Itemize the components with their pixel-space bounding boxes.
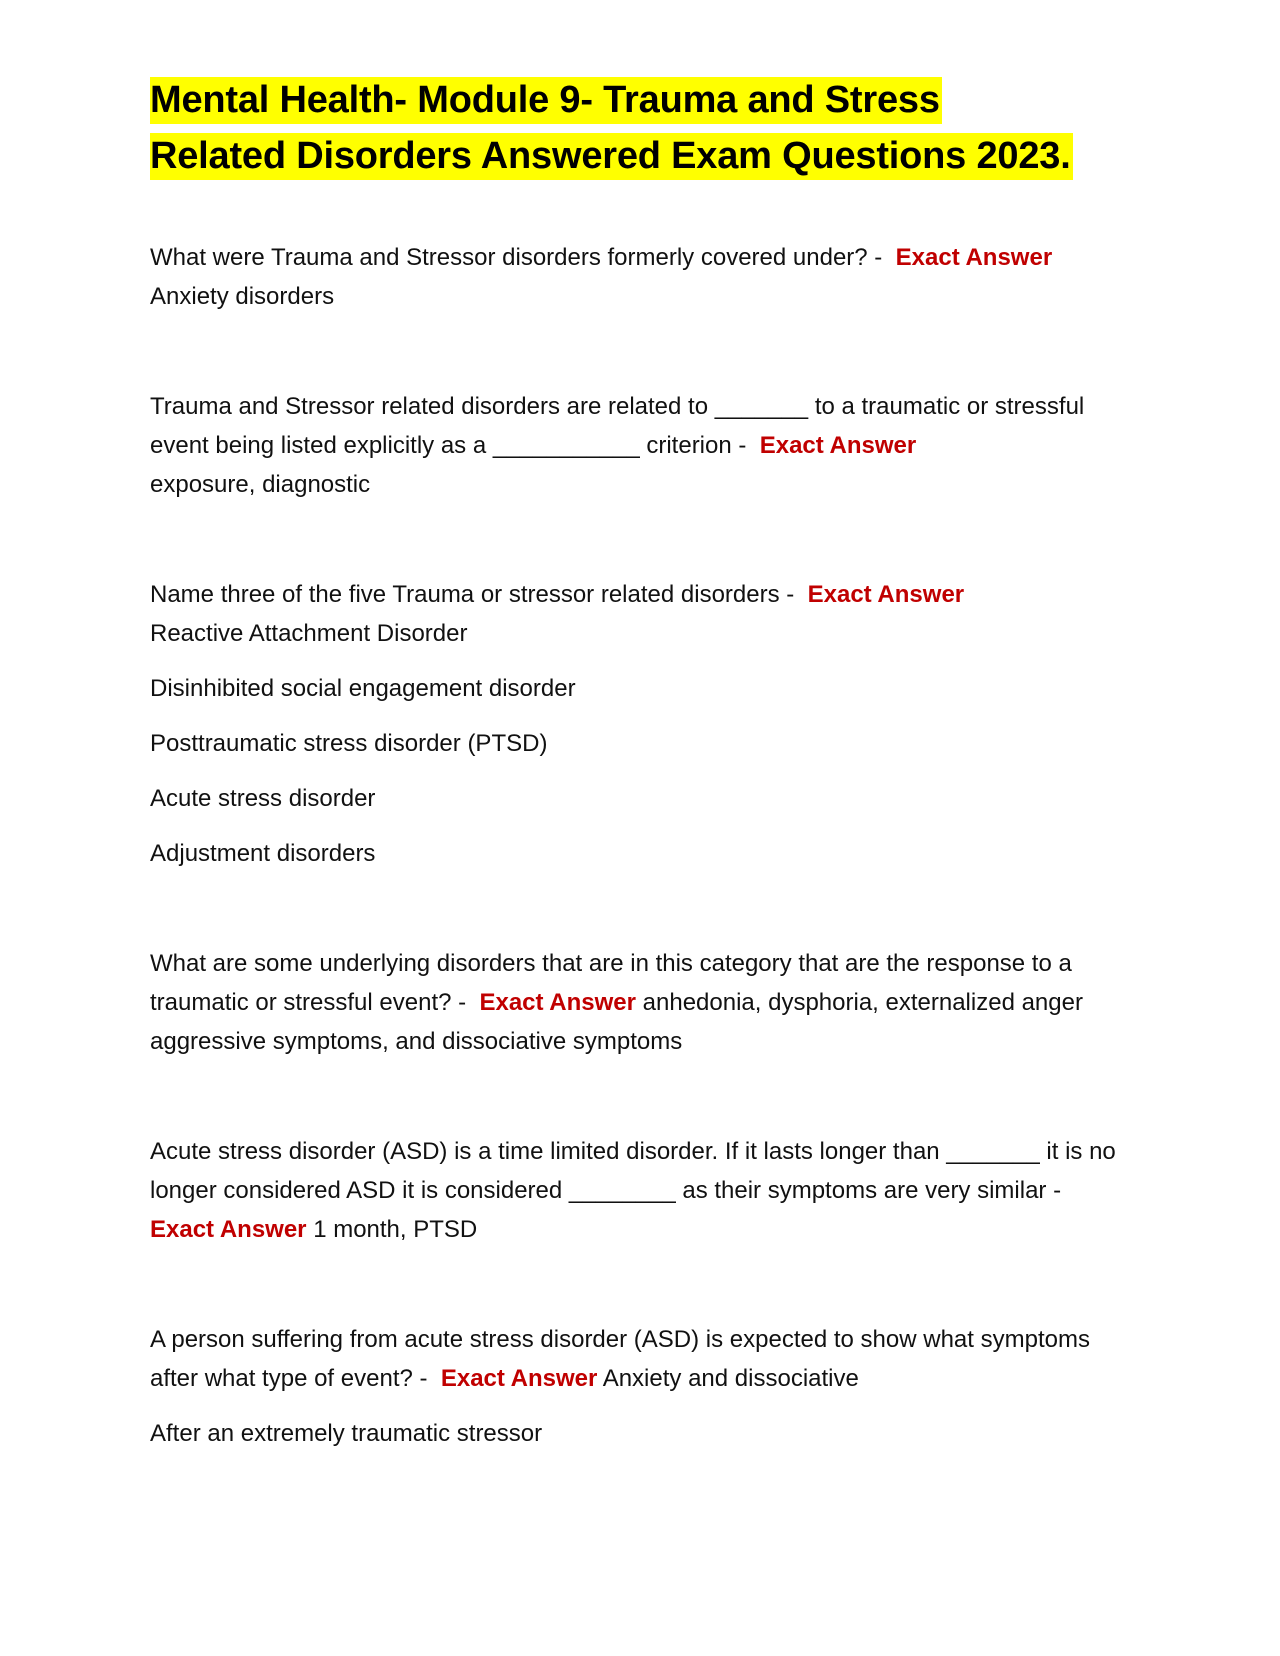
- qa-item: [150, 387, 1130, 504]
- exact-answer-label: Exact Answer: [759, 432, 917, 459]
- exact-answer-label: Exact Answer: [807, 581, 965, 608]
- answer-extra-line: Adjustment disorders: [150, 840, 376, 867]
- exact-answer-label: Exact Answer: [895, 244, 1053, 271]
- answer-extra-line: After an extremely traumatic stressor: [150, 1420, 543, 1447]
- qa-paragraph: [150, 575, 1130, 653]
- qa-paragraph: [150, 238, 1130, 316]
- question-text: What were Trauma and Stressor disorders formerly covered under? -: [150, 244, 883, 271]
- question-text: What are some underlying disorders that are in this category that are the response to a traumatic or stressful event? -: [150, 950, 1072, 1016]
- question-text: A person suffering from acute stress disorder (ASD) is expected to show what symptoms after what type of event? -: [150, 1326, 1090, 1392]
- answer-text: 1 month, PTSD: [313, 1216, 478, 1243]
- qa-paragraph: [150, 387, 1130, 504]
- document-title: [150, 72, 1130, 184]
- title-line-1: Mental Health- Module 9- Trauma and Stress: [150, 79, 940, 121]
- question-text: Trauma and Stressor related disorders are related to _______ to a traumatic or stressful event being listed explicitly as a ___________ criterion -: [150, 393, 1085, 459]
- qa-item: [150, 1320, 1130, 1453]
- qa-item: [150, 238, 1130, 316]
- answer-text: Reactive Attachment Disorder: [150, 620, 468, 647]
- question-text: Name three of the five Trauma or stressor related disorders -: [150, 581, 795, 608]
- question-text: Acute stress disorder (ASD) is a time limited disorder. If it lasts longer than _______ it is no longer considered ASD it is considered ________ as their symptoms are very similar -: [150, 1138, 1116, 1204]
- title-line-2: Related Disorders Answered Exam Questions 2023.: [150, 135, 1071, 177]
- qa-item: [150, 944, 1130, 1061]
- exact-answer-label: Exact Answer: [479, 989, 636, 1016]
- qa-paragraph: [150, 1132, 1130, 1249]
- answer-text: Anxiety and dissociative: [602, 1365, 859, 1392]
- qa-item: [150, 575, 1130, 873]
- qa-paragraph: [150, 1320, 1130, 1398]
- answer-text: anhedonia, dysphoria, externalized anger aggressive symptoms, and dissociative symptoms: [150, 989, 1083, 1055]
- answer-extra-line: Acute stress disorder: [150, 785, 376, 812]
- answer-text: exposure, diagnostic: [150, 471, 371, 498]
- answer-text: Anxiety disorders: [150, 283, 335, 310]
- title-highlight: [150, 77, 1073, 180]
- document-content: [150, 72, 1130, 1453]
- exact-answer-label: Exact Answer: [150, 1216, 307, 1243]
- exact-answer-label: Exact Answer: [440, 1365, 598, 1392]
- qa-item: [150, 1132, 1130, 1249]
- answer-extra-line: Disinhibited social engagement disorder: [150, 675, 576, 702]
- qa-paragraph: [150, 944, 1130, 1061]
- answer-extra-line: Posttraumatic stress disorder (PTSD): [150, 730, 548, 757]
